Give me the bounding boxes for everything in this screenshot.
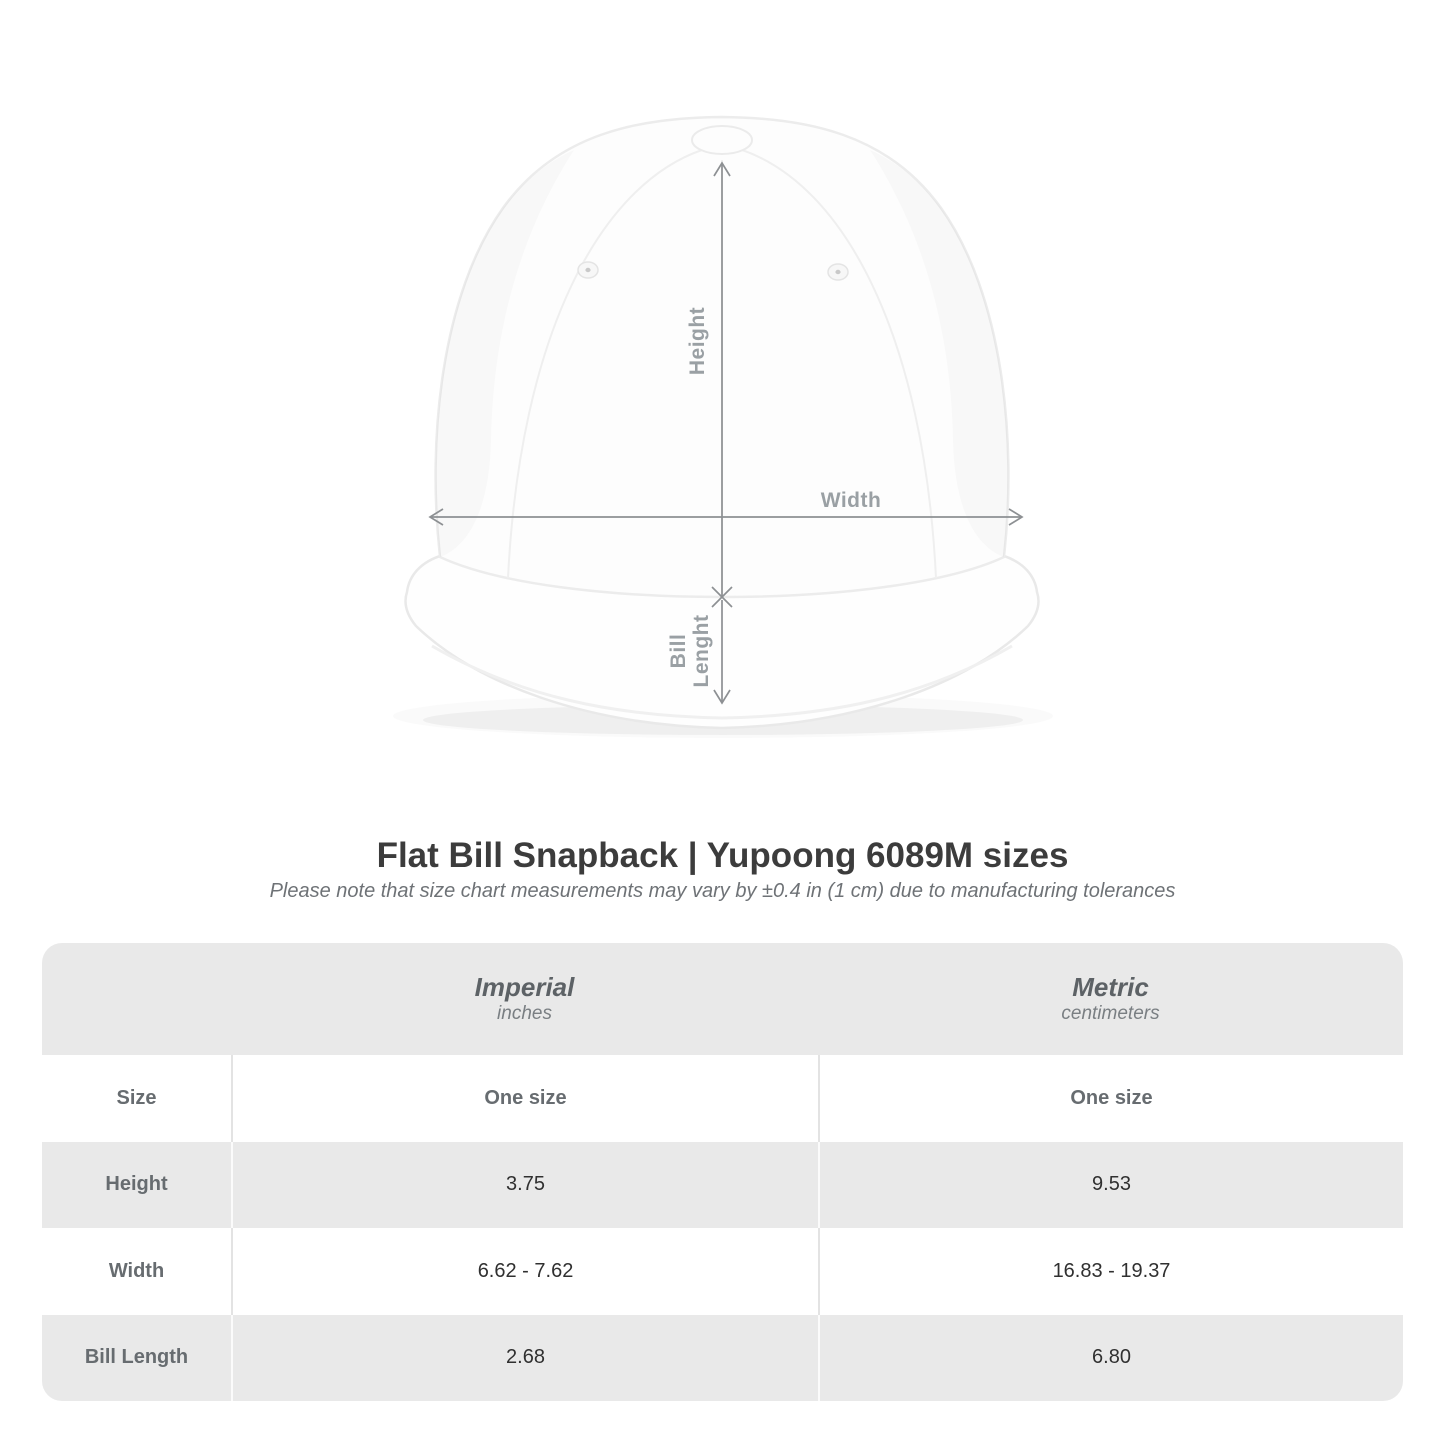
size-table	[42, 943, 1403, 1401]
row-label-width: Width	[42, 1228, 231, 1315]
bill-length-dimension-label-line1: Bill	[667, 633, 690, 669]
row-label-height: Height	[42, 1142, 231, 1229]
height-imperial-value: 3.75	[231, 1142, 818, 1229]
hat-eyelet-right	[828, 264, 848, 280]
size-metric-value: One size	[818, 1055, 1403, 1142]
row-label-bill-length: Bill Length	[42, 1315, 231, 1402]
width-imperial-value: 6.62 - 7.62	[231, 1228, 818, 1315]
height-metric-value: 9.53	[818, 1142, 1403, 1229]
imperial-column-subtitle: inches	[497, 1002, 552, 1024]
bill-length-imperial-value: 2.68	[231, 1315, 818, 1402]
imperial-column-title: Imperial	[474, 971, 575, 1002]
bill-length-dimension-label-line2: Lenght	[690, 614, 713, 688]
height-dimension-label: Height	[686, 306, 709, 376]
row-label-size: Size	[42, 1055, 231, 1142]
hat-eyelet-left	[578, 262, 598, 278]
table-header-imperial	[231, 943, 818, 1055]
size-imperial-value: One size	[231, 1055, 818, 1142]
metric-column-title: Metric	[1072, 971, 1149, 1002]
table-header-corner	[42, 943, 231, 1055]
page-subtitle: Please note that size chart measurements may vary by ±0.4 in (1 cm) due to manufacturing tolerances	[269, 880, 1176, 902]
page-title: Flat Bill Snapback | Yupoong 6089M sizes	[376, 836, 1069, 875]
hat-button	[692, 126, 752, 154]
table-header-metric	[818, 943, 1403, 1055]
width-dimension-label: Width	[820, 489, 882, 512]
width-metric-value: 16.83 - 19.37	[818, 1228, 1403, 1315]
bill-length-metric-value: 6.80	[818, 1315, 1403, 1402]
metric-column-subtitle: centimeters	[1061, 1002, 1160, 1024]
